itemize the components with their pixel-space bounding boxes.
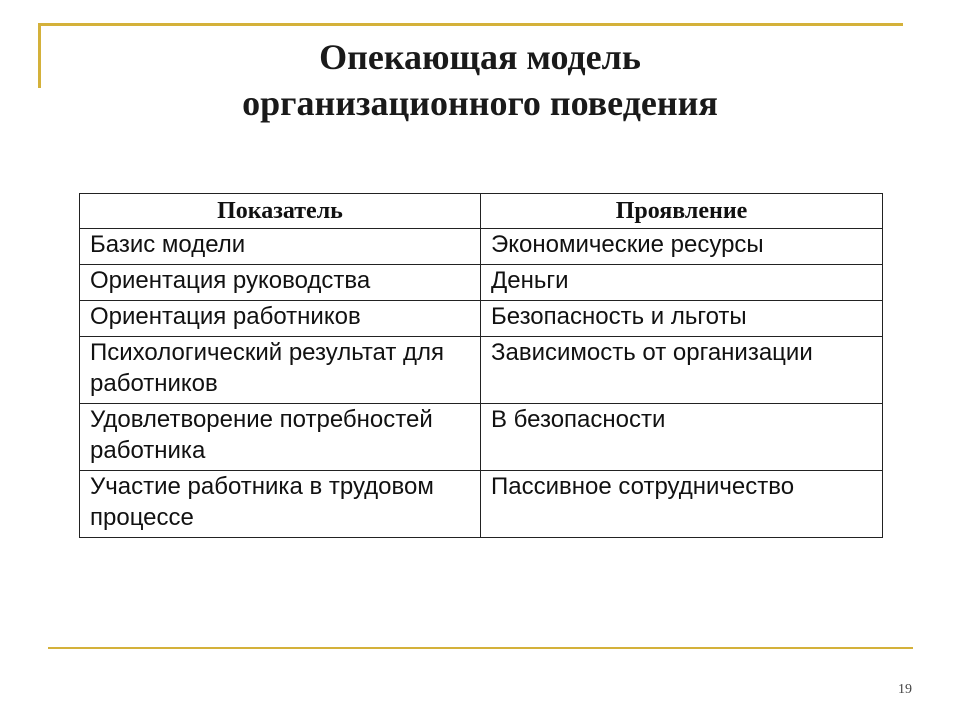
cell-manifestation: Деньги bbox=[481, 265, 883, 301]
table-row bbox=[80, 301, 883, 337]
accent-line-bottom bbox=[48, 647, 913, 649]
cell-indicator: Ориентация руководства bbox=[80, 265, 481, 301]
slide-title-line-2: организационного поведения bbox=[242, 83, 718, 123]
cell-indicator: Психологический результат для работников bbox=[80, 337, 481, 404]
table-row bbox=[80, 337, 883, 404]
cell-manifestation: Пассивное сотрудничество bbox=[481, 471, 883, 538]
table-row bbox=[80, 471, 883, 538]
table-row bbox=[80, 404, 883, 471]
cell-indicator: Участие работника в трудовом процессе bbox=[80, 471, 481, 538]
cell-manifestation: В безопасности bbox=[481, 404, 883, 471]
cell-indicator: Базис модели bbox=[80, 229, 481, 265]
page-number: 19 bbox=[898, 682, 912, 697]
slide-title-line-1: Опекающая модель bbox=[319, 37, 641, 77]
cell-manifestation: Безопасность и льготы bbox=[481, 301, 883, 337]
table-header-row bbox=[80, 194, 883, 229]
cell-manifestation: Экономические ресурсы bbox=[481, 229, 883, 265]
cell-indicator: Ориентация работников bbox=[80, 301, 481, 337]
model-table bbox=[79, 193, 883, 538]
cell-indicator: Удовлетворение потребностей работника bbox=[80, 404, 481, 471]
slide-title bbox=[0, 34, 960, 126]
accent-line-top bbox=[38, 23, 903, 26]
table-row bbox=[80, 265, 883, 301]
cell-manifestation: Зависимость от организации bbox=[481, 337, 883, 404]
table-row bbox=[80, 229, 883, 265]
header-manifestation: Проявление bbox=[481, 194, 883, 229]
header-indicator: Показатель bbox=[80, 194, 481, 229]
model-table-container bbox=[79, 193, 882, 538]
